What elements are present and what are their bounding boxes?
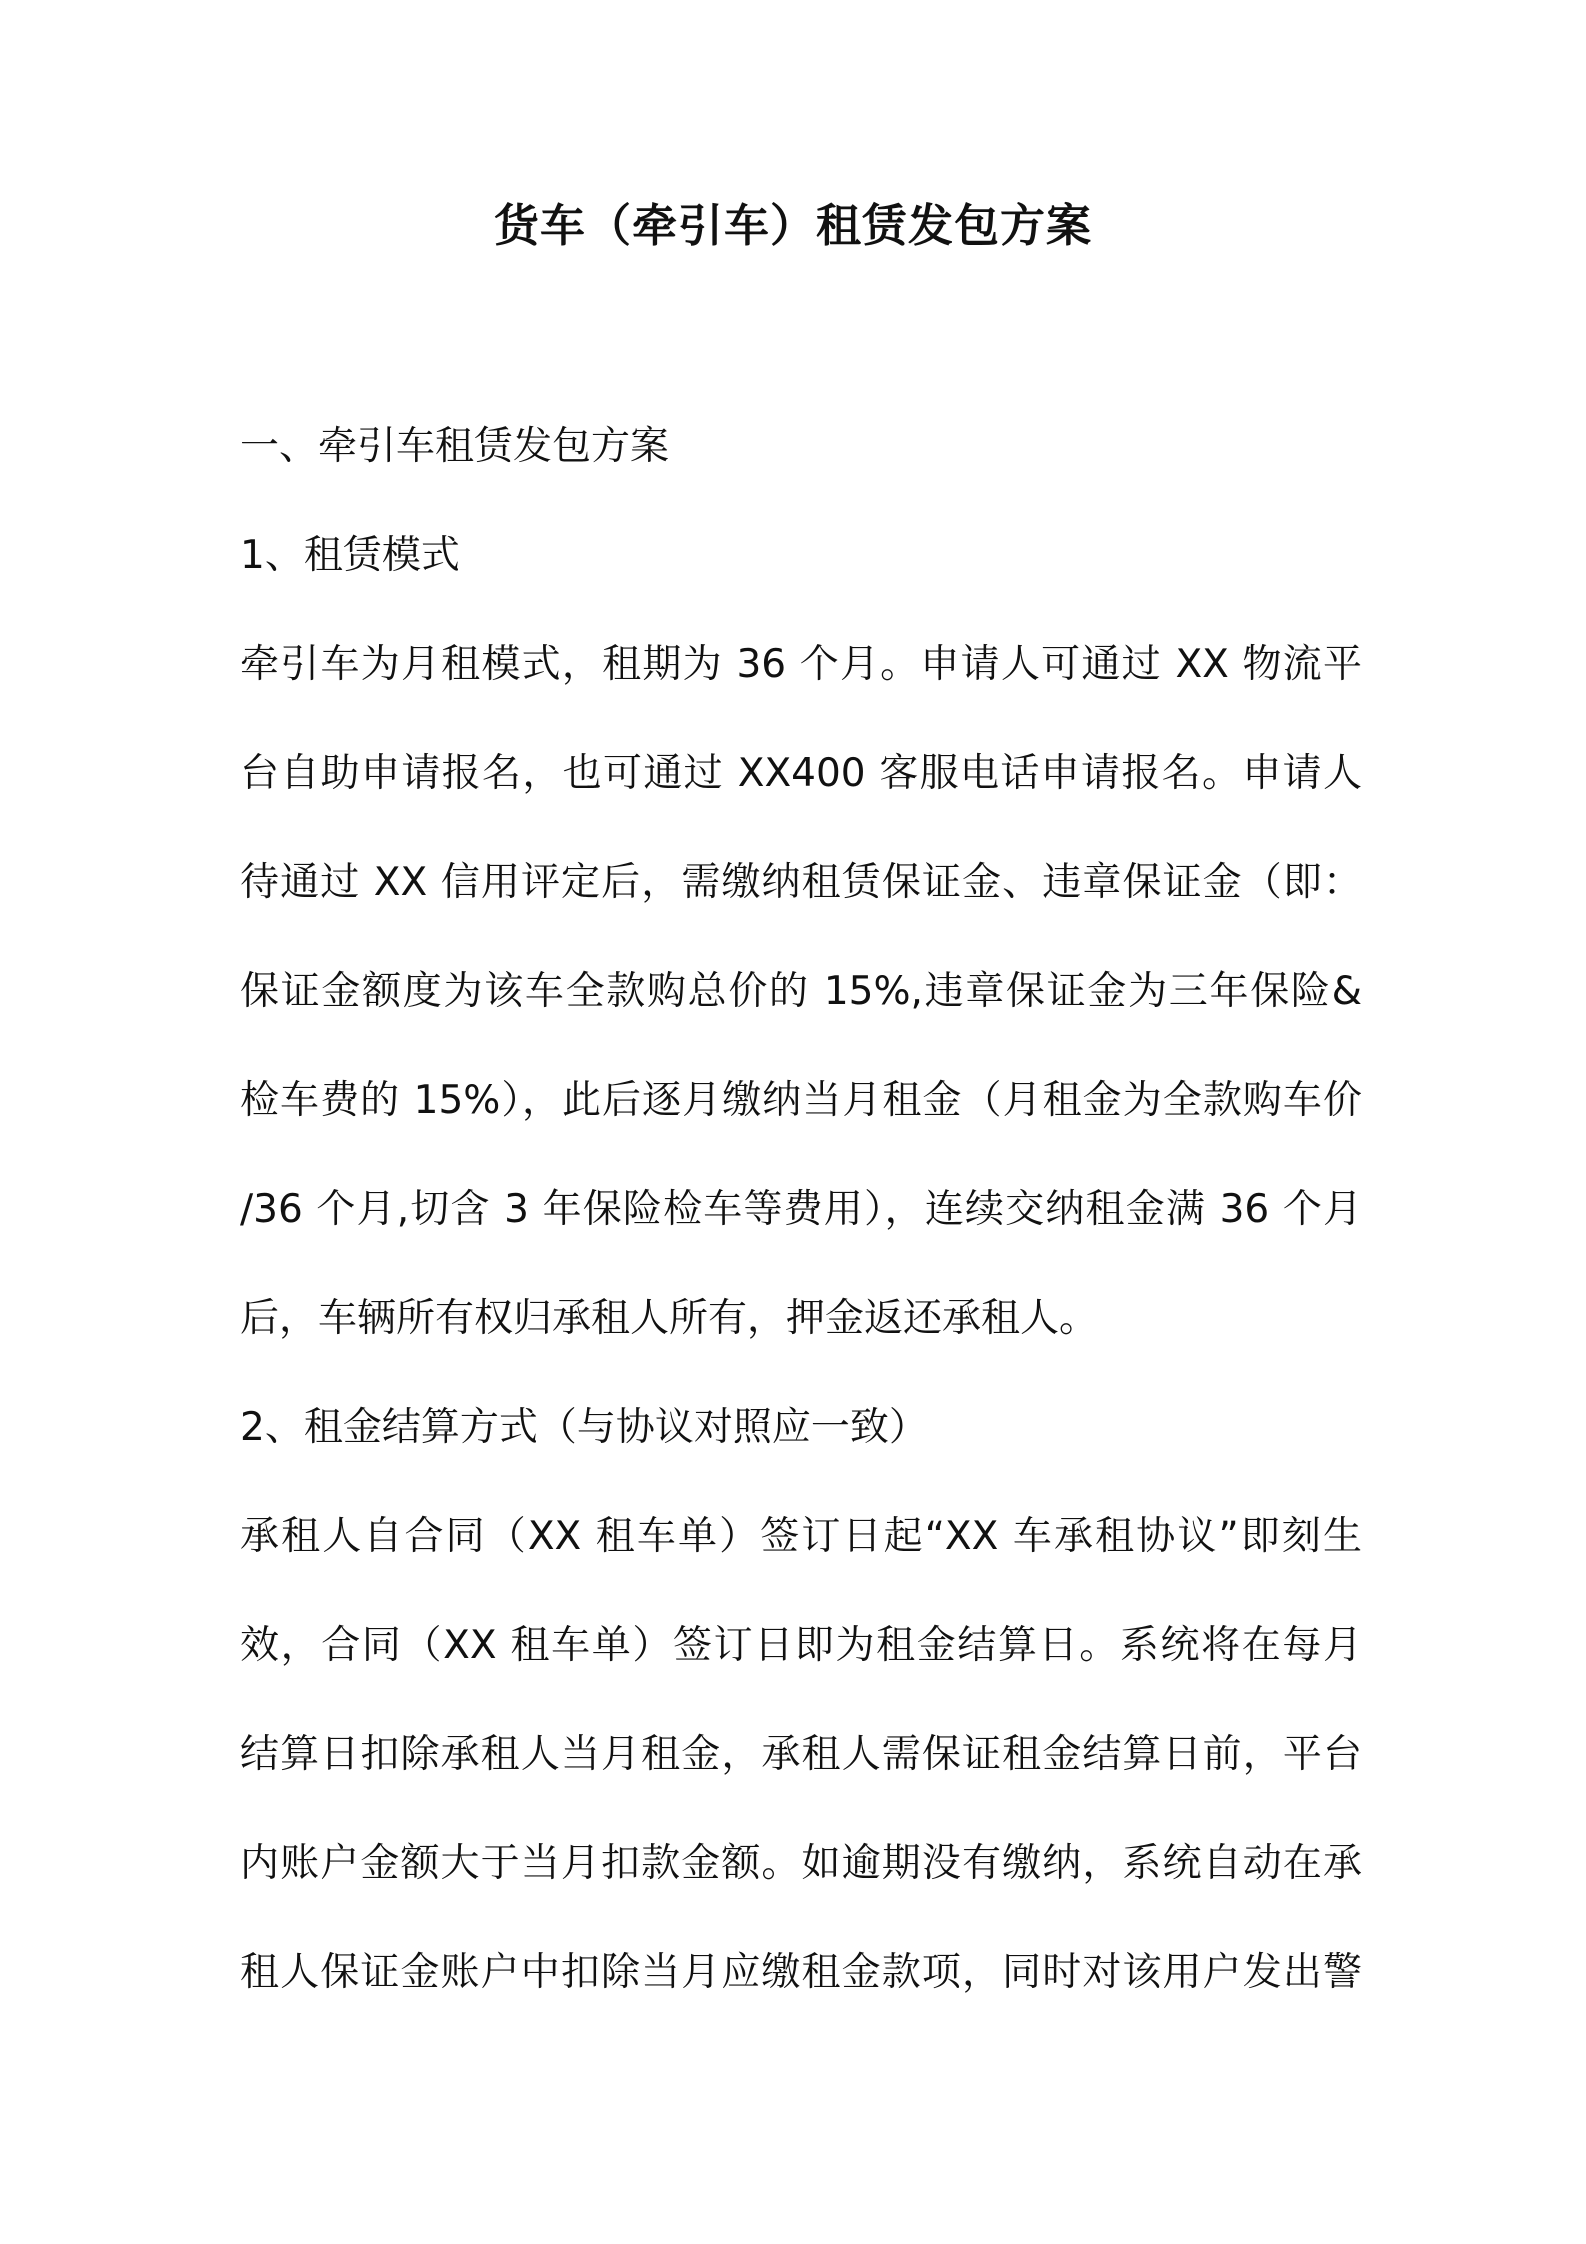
- document-title: 货车（牵引车）租赁发包方案: [493, 199, 1092, 252]
- paragraph-line: 检车费的 15%），此后逐月缴纳当月租金（月租金为全款购车价: [240, 1078, 1362, 1123]
- paragraph-line: 承租人自合同（XX 租车单）签订日起“XX 车承租协议”即刻生: [240, 1514, 1362, 1559]
- paragraph-line: 牵引车为月租模式，租期为 36 个月。申请人可通过 XX 物流平: [240, 642, 1362, 687]
- paragraph-line: 后，车辆所有权归承租人所有，押金返还承租人。: [240, 1296, 1099, 1341]
- section-heading: 一、牵引车租赁发包方案: [240, 424, 670, 469]
- paragraph-line: 租人保证金账户中扣除当月应缴租金款项，同时对该用户发出警: [240, 1950, 1362, 1995]
- paragraph-line: 结算日扣除承租人当月租金，承租人需保证租金结算日前，平台: [240, 1732, 1362, 1777]
- paragraph-line: 内账户金额大于当月扣款金额。如逾期没有缴纳，系统自动在承: [240, 1841, 1362, 1886]
- subsection-heading-rent-settlement: 2、租金结算方式（与协议对照应一致）: [240, 1405, 928, 1450]
- paragraph-line: 效，合同（XX 租车单）签订日即为租金结算日。系统将在每月: [240, 1623, 1362, 1668]
- paragraph-line: 台自助申请报名，也可通过 XX400 客服电话申请报名。申请人: [240, 751, 1362, 796]
- paragraph-line: 保证金额度为该车全款购总价的 15%,违章保证金为三年保险&: [240, 969, 1362, 1014]
- paragraph-line: 待通过 XX 信用评定后，需缴纳租赁保证金、违章保证金（即：: [240, 860, 1362, 905]
- subsection-heading-lease-mode: 1、租赁模式: [240, 533, 460, 578]
- paragraph-line: /36 个月,切含 3 年保险检车等费用），连续交纳租金满 36 个月: [240, 1187, 1362, 1232]
- document-body: [240, 420, 1362, 2055]
